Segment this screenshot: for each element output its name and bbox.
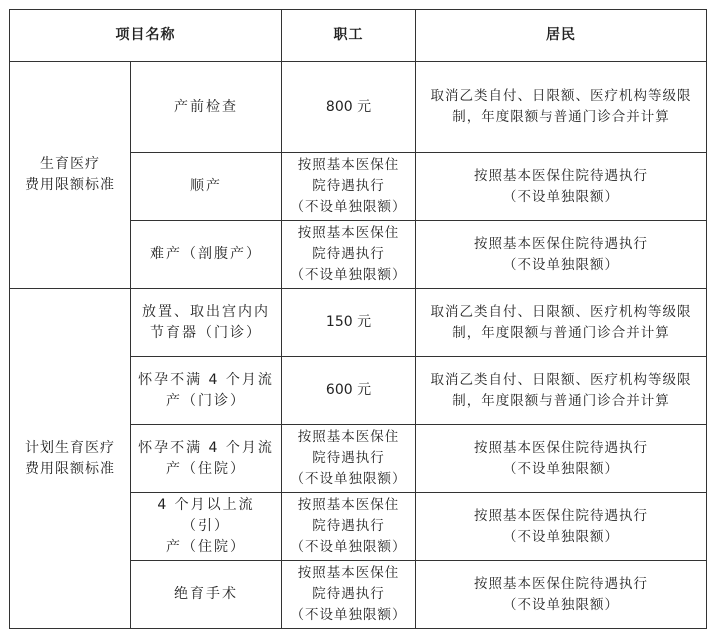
employee-line: 800 元 — [325, 98, 372, 115]
category-cell — [10, 289, 131, 629]
resident-line: 按照基本医保住院待遇执行 — [474, 575, 648, 592]
resident-cell — [416, 153, 707, 221]
employee-line: （不设单独限额） — [290, 471, 407, 487]
employee-line: 按照基本医保住 — [297, 225, 400, 241]
employee-line: 院待遇执行 — [312, 450, 385, 466]
employee-cell — [282, 62, 416, 153]
category-line: 计划生育医疗 — [25, 439, 115, 456]
resident-cell — [416, 493, 707, 561]
header-employee: 职工 — [282, 10, 416, 62]
resident-line: 制，年度限额与普通门诊合并计算 — [452, 324, 670, 341]
item-line: 产（门诊） — [166, 392, 246, 409]
item-cell — [131, 289, 282, 357]
item-line: 产前检查 — [174, 98, 238, 115]
resident-line: 取消乙类自付、日限额、医疗机构等级限 — [430, 371, 692, 388]
item-cell — [131, 493, 282, 561]
category-line: 生育医疗 — [40, 156, 100, 172]
fee-limit-table — [9, 9, 707, 629]
employee-line: 按照基本医保住 — [297, 497, 400, 513]
table-row — [10, 289, 707, 357]
resident-line: （不设单独限额） — [503, 596, 619, 613]
resident-cell — [416, 62, 707, 153]
item-line: 4 个月以上流（引） — [157, 497, 255, 534]
resident-line: （不设单独限额） — [503, 528, 619, 545]
resident-line: 取消乙类自付、日限额、医疗机构等级限 — [430, 88, 692, 104]
employee-line: （不设单独限额） — [290, 607, 407, 623]
employee-cell — [282, 221, 416, 289]
employee-cell — [282, 493, 416, 561]
resident-line: （不设单独限额） — [503, 188, 619, 205]
item-line: 顺产 — [190, 178, 222, 194]
employee-cell — [282, 425, 416, 493]
resident-line: 按照基本医保住院待遇执行 — [474, 167, 648, 184]
category-line: 费用限额标准 — [25, 460, 115, 477]
item-line: 产（住院） — [166, 539, 246, 555]
employee-cell — [282, 153, 416, 221]
resident-line: 制，年度限额与普通门诊合并计算 — [452, 109, 670, 125]
header-resident: 居民 — [416, 10, 707, 62]
item-line: 难产（剖腹产） — [150, 246, 262, 262]
employee-line: 院待遇执行 — [312, 586, 385, 602]
item-cell — [131, 425, 282, 493]
item-cell — [131, 561, 282, 629]
item-line: 怀孕不满 4 个月流 — [138, 371, 274, 388]
item-cell — [131, 221, 282, 289]
header-item-name: 项目名称 — [10, 10, 282, 62]
resident-line: （不设单独限额） — [503, 460, 619, 477]
category-cell — [10, 62, 131, 289]
resident-cell — [416, 289, 707, 357]
employee-line: （不设单独限额） — [290, 539, 407, 555]
item-line: 绝育手术 — [174, 586, 238, 602]
resident-cell — [416, 561, 707, 629]
resident-line: （不设单独限额） — [503, 256, 619, 273]
employee-cell — [282, 289, 416, 357]
resident-line: 按照基本医保住院待遇执行 — [474, 235, 648, 252]
item-cell — [131, 62, 282, 153]
employee-line: 150 元 — [325, 314, 372, 330]
resident-cell — [416, 221, 707, 289]
table-header-row — [10, 10, 707, 62]
resident-line: 制，年度限额与普通门诊合并计算 — [452, 392, 670, 409]
employee-line: （不设单独限额） — [290, 199, 407, 215]
item-line: 放置、取出宫内内 — [142, 303, 270, 320]
item-line: 产（住院） — [166, 460, 246, 477]
employee-line: 院待遇执行 — [312, 518, 385, 534]
employee-line: 600 元 — [325, 382, 372, 398]
resident-cell — [416, 425, 707, 493]
employee-cell — [282, 357, 416, 425]
resident-cell — [416, 357, 707, 425]
item-line: 节育器（门诊） — [150, 324, 262, 341]
employee-line: 按照基本医保住 — [297, 429, 400, 445]
item-line: 怀孕不满 4 个月流 — [138, 439, 274, 456]
employee-line: 院待遇执行 — [312, 246, 385, 262]
employee-line: （不设单独限额） — [290, 267, 407, 283]
employee-line: 院待遇执行 — [312, 178, 385, 194]
employee-line: 按照基本医保住 — [297, 565, 400, 581]
resident-line: 按照基本医保住院待遇执行 — [474, 507, 648, 524]
item-cell — [131, 357, 282, 425]
resident-line: 取消乙类自付、日限额、医疗机构等级限 — [430, 303, 692, 320]
employee-line: 按照基本医保住 — [297, 157, 400, 173]
category-line: 费用限额标准 — [25, 177, 115, 193]
employee-cell — [282, 561, 416, 629]
table-row — [10, 62, 707, 153]
resident-line: 按照基本医保住院待遇执行 — [474, 439, 648, 456]
item-cell — [131, 153, 282, 221]
